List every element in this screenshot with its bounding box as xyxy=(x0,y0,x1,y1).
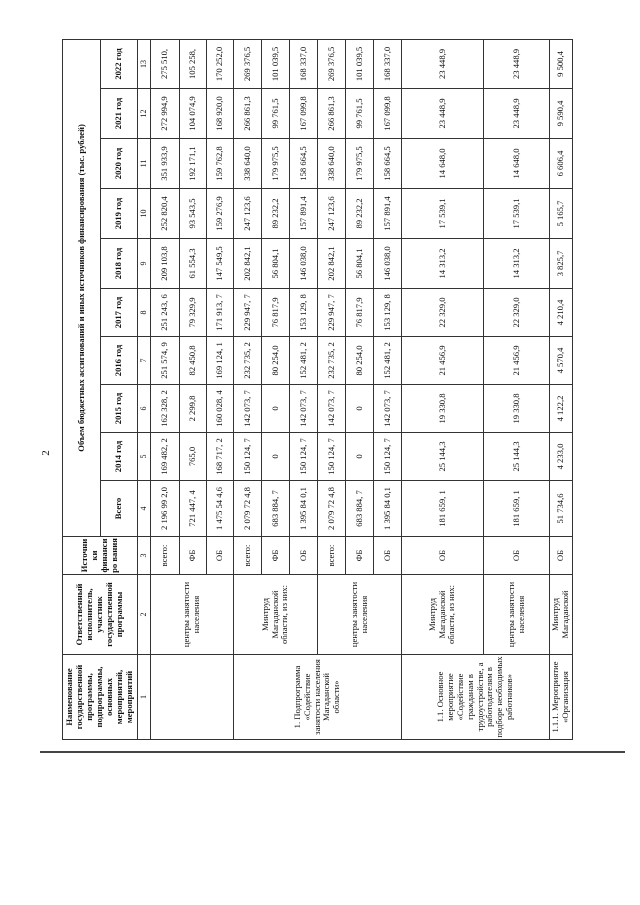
value-cell: 158 664,5 xyxy=(374,139,402,189)
source-cell: ОБ xyxy=(550,537,573,575)
value-cell: 179 975,5 xyxy=(262,139,290,189)
executor-cell: центры занятости населения xyxy=(484,575,550,655)
value-cell: 3 825,7 xyxy=(550,239,573,289)
value-cell: 21 456,9 xyxy=(402,337,484,385)
value-cell: 1 395 84 0,1 xyxy=(290,481,318,537)
name-cell-empty xyxy=(151,655,234,740)
value-cell: 2 079 72 4,8 xyxy=(318,481,346,537)
table-row xyxy=(550,39,573,739)
value-cell: 80 254,0 xyxy=(346,337,374,385)
table-row xyxy=(234,39,262,739)
value-cell: 76 817,9 xyxy=(346,289,374,337)
value-cell: 2 299,8 xyxy=(180,385,207,433)
value-cell: 142 073, 7 xyxy=(318,385,346,433)
value-cell: 14 648,0 xyxy=(484,139,550,189)
table-row xyxy=(484,39,550,739)
value-cell: 683 884, 7 xyxy=(262,481,290,537)
value-cell: 9 500,4 xyxy=(550,39,573,88)
value-cell: 170 252,0 xyxy=(207,39,234,88)
value-cell: 6 606,4 xyxy=(550,139,573,189)
value-cell: 159 276,9 xyxy=(207,189,234,239)
rotated-table-container xyxy=(62,40,617,740)
value-cell: 158 664,5 xyxy=(290,139,318,189)
index-cell: 2 xyxy=(138,575,151,655)
index-cell: 12 xyxy=(138,89,151,139)
value-cell: 252 820,4 xyxy=(151,189,180,239)
value-cell: 0 xyxy=(346,385,374,433)
value-cell: 150 124, 7 xyxy=(234,433,262,481)
value-cell: 162 328, 2 xyxy=(151,385,180,433)
value-cell: 168 920,0 xyxy=(207,89,234,139)
subprogram-name: 1. Подпрограмма «Содействие занятости населения Магаданской области» xyxy=(234,655,402,740)
value-cell: 351 933,9 xyxy=(151,139,180,189)
value-cell: 142 073, 7 xyxy=(290,385,318,433)
header-year: 2014 год xyxy=(101,433,138,481)
value-cell: 338 640,0 xyxy=(234,139,262,189)
value-cell: 202 842,1 xyxy=(318,239,346,289)
value-cell: 21 456,9 xyxy=(484,337,550,385)
value-cell: 272 994,9 xyxy=(151,89,180,139)
value-cell: 169 482, 2 xyxy=(151,433,180,481)
value-cell: 104 074,9 xyxy=(180,89,207,139)
header-year: 2021 год xyxy=(101,89,138,139)
value-cell: 89 232,2 xyxy=(262,189,290,239)
source-cell: ОБ xyxy=(402,537,484,575)
value-cell: 17 539,1 xyxy=(484,189,550,239)
header-year: 2017 год xyxy=(101,289,138,337)
value-cell: 1 395 84 0,1 xyxy=(374,481,402,537)
table-row xyxy=(151,39,180,739)
value-cell: 23 448,9 xyxy=(402,89,484,139)
value-cell: 5 165,7 xyxy=(550,189,573,239)
index-cell: 7 xyxy=(138,337,151,385)
header-year: 2015 год xyxy=(101,385,138,433)
executor-cell: Минтруд Магаданской области, из них: xyxy=(234,575,318,655)
value-cell: 25 144,3 xyxy=(402,433,484,481)
index-cell: 4 xyxy=(138,481,151,537)
value-cell: 4 210,4 xyxy=(550,289,573,337)
value-cell: 338 640,0 xyxy=(318,139,346,189)
value-cell: 79 329,9 xyxy=(180,289,207,337)
index-cell: 9 xyxy=(138,239,151,289)
value-cell: 89 232,2 xyxy=(346,189,374,239)
value-cell: 142 073, 7 xyxy=(374,385,402,433)
value-cell: 157 891,4 xyxy=(374,189,402,239)
value-cell: 76 817,9 xyxy=(262,289,290,337)
value-cell: 150 124, 7 xyxy=(318,433,346,481)
value-cell: 202 842,1 xyxy=(234,239,262,289)
value-cell: 82 450,8 xyxy=(180,337,207,385)
value-cell: 25 144,3 xyxy=(484,433,550,481)
value-cell: 93 543,5 xyxy=(180,189,207,239)
value-cell: 146 038,0 xyxy=(374,239,402,289)
value-cell: 99 761,5 xyxy=(346,89,374,139)
source-cell: ОБ xyxy=(290,537,318,575)
value-cell: 152 481, 2 xyxy=(374,337,402,385)
value-cell: 152 481, 2 xyxy=(290,337,318,385)
value-cell: 14 648,0 xyxy=(402,139,484,189)
value-cell: 168 337,0 xyxy=(374,39,402,88)
value-cell: 101 039,5 xyxy=(346,39,374,88)
source-cell: всего: xyxy=(318,537,346,575)
value-cell: 142 073, 7 xyxy=(234,385,262,433)
index-cell: 6 xyxy=(138,385,151,433)
value-cell: 4 570,4 xyxy=(550,337,573,385)
source-cell: ФБ xyxy=(180,537,207,575)
value-cell: 160 028, 4 xyxy=(207,385,234,433)
value-cell: 22 329,0 xyxy=(402,289,484,337)
executor-cell: центры занятости населения xyxy=(318,575,402,655)
value-cell: 14 313,2 xyxy=(484,239,550,289)
value-cell: 23 448,9 xyxy=(484,39,550,88)
value-cell: 14 313,2 xyxy=(402,239,484,289)
value-cell: 105 258, xyxy=(180,39,207,88)
source-cell: всего: xyxy=(151,537,180,575)
value-cell: 167 099,8 xyxy=(290,89,318,139)
value-cell: 229 947, 7 xyxy=(318,289,346,337)
page-number: 2 xyxy=(40,450,52,456)
index-cell: 3 xyxy=(138,537,151,575)
value-cell: 721 447, 4 xyxy=(180,481,207,537)
header-year: 2020 год xyxy=(101,139,138,189)
value-cell: 765,0 xyxy=(180,433,207,481)
value-cell: 2 079 72 4,8 xyxy=(234,481,262,537)
value-cell: 0 xyxy=(262,385,290,433)
value-cell: 23 448,9 xyxy=(484,89,550,139)
source-cell: ОБ xyxy=(484,537,550,575)
value-cell: 19 330,8 xyxy=(402,385,484,433)
value-cell: 153 129, 8 xyxy=(290,289,318,337)
executor-cell: Минтруд Магаданской xyxy=(550,575,573,655)
value-cell: 17 539,1 xyxy=(402,189,484,239)
value-cell: 247 123,6 xyxy=(234,189,262,239)
value-cell: 269 376,5 xyxy=(234,39,262,88)
index-cell: 11 xyxy=(138,139,151,189)
header-year: Всего xyxy=(101,481,138,537)
value-cell: 275 510, xyxy=(151,39,180,88)
value-cell: 51 734,6 xyxy=(550,481,573,537)
value-cell: 4 122,2 xyxy=(550,385,573,433)
value-cell: 209 103,8 xyxy=(151,239,180,289)
source-cell: всего: xyxy=(234,537,262,575)
value-cell: 1 475 54 4,6 xyxy=(207,481,234,537)
value-cell: 150 124, 7 xyxy=(290,433,318,481)
value-cell: 181 659, 1 xyxy=(484,481,550,537)
table-row xyxy=(318,39,346,739)
value-cell: 266 861,3 xyxy=(318,89,346,139)
value-cell: 56 804,1 xyxy=(262,239,290,289)
value-cell: 61 554,3 xyxy=(180,239,207,289)
value-cell: 168 717, 2 xyxy=(207,433,234,481)
source-cell: ФБ xyxy=(262,537,290,575)
table-row xyxy=(402,39,484,739)
value-cell: 167 099,8 xyxy=(374,89,402,139)
source-cell: ОБ xyxy=(207,537,234,575)
index-cell: 10 xyxy=(138,189,151,239)
header-source: Источники финансиро вания xyxy=(63,537,138,575)
value-cell: 2 196 99 2,0 xyxy=(151,481,180,537)
value-cell: 247 123,6 xyxy=(318,189,346,239)
value-cell: 4 233,0 xyxy=(550,433,573,481)
value-cell: 168 337,0 xyxy=(290,39,318,88)
value-cell: 150 124, 7 xyxy=(374,433,402,481)
value-cell: 0 xyxy=(346,433,374,481)
executor-cell: центры занятости населения xyxy=(151,575,234,655)
value-cell: 147 549,5 xyxy=(207,239,234,289)
value-cell: 9 590,4 xyxy=(550,89,573,139)
value-cell: 23 448,9 xyxy=(402,39,484,88)
header-year: 2016 год xyxy=(101,337,138,385)
value-cell: 229 947, 7 xyxy=(234,289,262,337)
main-measure-name: 1.1. Основное мероприятие «Содействие гражданам в трудоустройстве, а работодателям в подборе необходимых работников» xyxy=(402,655,550,740)
value-cell: 181 659, 1 xyxy=(402,481,484,537)
header-funding: Объем бюджетных ассигнований и иных источников финансирования (тыс. рублей) xyxy=(63,39,101,536)
header-name: Наименование государственной программы, подпрограммы, основных мероприятий, мероприятий xyxy=(63,655,138,740)
value-cell: 192 171,1 xyxy=(180,139,207,189)
header-year: 2018 год xyxy=(101,239,138,289)
header-year: 2019 год xyxy=(101,189,138,239)
header-year: 2022 год xyxy=(101,39,138,88)
index-cell: 5 xyxy=(138,433,151,481)
value-cell: 251 243, 6 xyxy=(151,289,180,337)
header-executor: Ответственный исполнитель, участник государственной программы xyxy=(63,575,138,655)
value-cell: 146 038,0 xyxy=(290,239,318,289)
source-cell: ФБ xyxy=(346,537,374,575)
value-cell: 157 891,4 xyxy=(290,189,318,239)
value-cell: 232 735, 2 xyxy=(234,337,262,385)
value-cell: 169 124, 1 xyxy=(207,337,234,385)
value-cell: 19 330,8 xyxy=(484,385,550,433)
value-cell: 159 762,8 xyxy=(207,139,234,189)
event-name: 1.1.1. Мероприятие «Организация xyxy=(550,655,573,740)
index-cell: 1 xyxy=(138,655,151,740)
index-cell: 8 xyxy=(138,289,151,337)
value-cell: 0 xyxy=(262,433,290,481)
value-cell: 22 329,0 xyxy=(484,289,550,337)
value-cell: 232 735, 2 xyxy=(318,337,346,385)
funding-table xyxy=(62,39,573,740)
value-cell: 101 039,5 xyxy=(262,39,290,88)
value-cell: 99 761,5 xyxy=(262,89,290,139)
value-cell: 80 254,0 xyxy=(262,337,290,385)
index-cell: 13 xyxy=(138,39,151,88)
value-cell: 171 913, 7 xyxy=(207,289,234,337)
value-cell: 179 975,5 xyxy=(346,139,374,189)
value-cell: 683 884, 7 xyxy=(346,481,374,537)
value-cell: 266 861,3 xyxy=(234,89,262,139)
source-cell: ОБ xyxy=(374,537,402,575)
value-cell: 251 574, 9 xyxy=(151,337,180,385)
value-cell: 56 804,1 xyxy=(346,239,374,289)
executor-cell: Минтруд Магаданской области, из них: xyxy=(402,575,484,655)
value-cell: 269 376,5 xyxy=(318,39,346,88)
bottom-rule xyxy=(40,751,625,753)
value-cell: 153 129, 8 xyxy=(374,289,402,337)
